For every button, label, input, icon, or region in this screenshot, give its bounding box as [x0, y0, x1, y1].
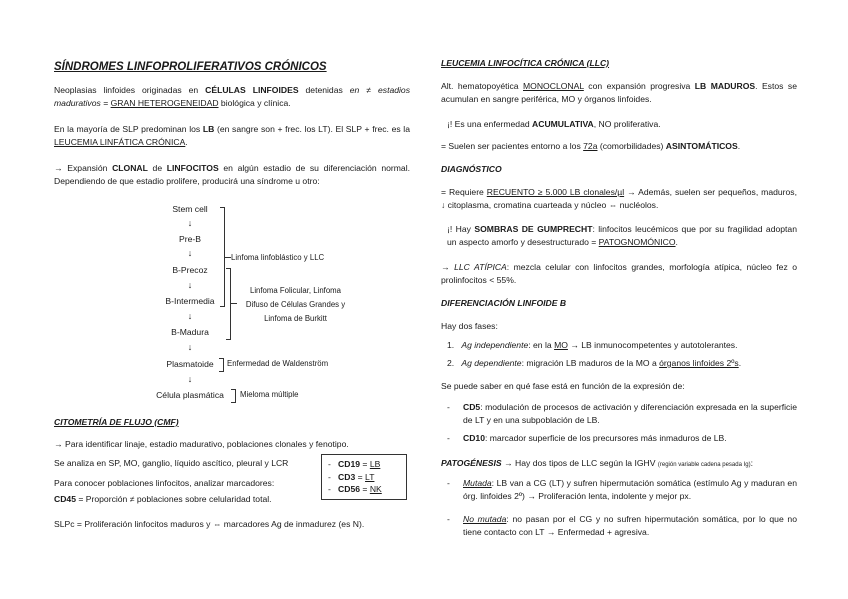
- text: →: [441, 262, 455, 272]
- text-underline: 72a: [583, 141, 598, 151]
- text-bold: CD5: [463, 402, 481, 412]
- text: .: [675, 236, 678, 247]
- text-small: (región variable cadena pesada Ig): [657, 462, 751, 468]
- text: → Expansión: [54, 163, 113, 173]
- cmf-cd45: [54, 493, 272, 506]
- dash: -: [328, 459, 331, 469]
- text-bold: CD45: [54, 494, 76, 504]
- cd-value: LB: [369, 459, 381, 469]
- list-number: 2.: [447, 358, 455, 368]
- diag-recuento: [441, 186, 797, 211]
- text: (comorbilidades): [597, 141, 666, 151]
- text: = Suelen ser pacientes entorno a los: [441, 141, 584, 151]
- text: biológica y clínica.: [218, 97, 291, 108]
- label-mieloma: Mieloma múltiple: [240, 390, 299, 399]
- list-number: 1.: [447, 340, 455, 350]
- text: ¡! Hay: [447, 224, 475, 234]
- dash: -: [447, 478, 450, 488]
- cmf-markers-intro: Para conocer poblaciones linfocitos, analizar marcadores:: [54, 478, 275, 488]
- down-arrow-icon: ↓: [187, 248, 193, 258]
- text: ¡! Es una enfermedad: [447, 119, 533, 129]
- cd-value: NK: [369, 484, 382, 495]
- text: : modulación de procesos de activación y diferenciación expresada en la superficie de LT y en una subpoblación de LB.: [463, 402, 797, 425]
- cd-row: [328, 471, 400, 484]
- dash: -: [328, 471, 331, 482]
- text-bold: ASINTOMÁTICOS: [665, 141, 738, 151]
- text: → Hay dos tipos de LLC según la IGHV: [501, 458, 658, 468]
- text: de: [147, 163, 167, 173]
- dash: -: [328, 484, 331, 495]
- down-arrow-icon: ↓: [187, 374, 193, 384]
- cmf-purpose: → Para identificar linaje, estadio madurativo, poblaciones clonales y fenotipo.: [54, 439, 349, 449]
- text-bold: CD10: [463, 433, 485, 443]
- dash: -: [447, 402, 450, 412]
- text-bold: CÉLULAS LINFOIDES: [205, 85, 299, 95]
- stage-b-madura: B-Madura: [171, 327, 209, 337]
- stage-b-precoz: B-Precoz: [172, 265, 208, 275]
- text: Alt. hematopoyética: [441, 81, 523, 91]
- llc-acumulativa: [447, 118, 661, 131]
- down-arrow-icon: ↓: [187, 218, 193, 228]
- text-underline: órganos linfoides 2ºs: [659, 358, 739, 368]
- dash: -: [447, 514, 450, 524]
- text-bold: SOMBRAS DE GUMPRECHT: [474, 224, 593, 234]
- list-text: [463, 401, 797, 426]
- text-italic-underline: Mutada: [463, 478, 492, 488]
- list-text: [463, 477, 797, 502]
- down-arrow-icon: ↓: [187, 342, 193, 352]
- text-underline: RECUENTO ≥ 5.000 LB clonales/µl: [486, 187, 625, 197]
- text: → Además, suelen ser pequeños, maduros, ↓ citoplasma, cromatina cuarteada y núcleo ⇔ nucléolos.: [441, 187, 797, 210]
- text: detenidas: [298, 85, 350, 95]
- text: : LB van a CG (LT) y sufren hipermutación somática (estímulo Ag y maduran en órg. linfoides 2º) → Proliferación lenta, indolente y mejor px.: [463, 478, 797, 501]
- bracket-folicular: [226, 268, 231, 340]
- clonal-paragraph: [54, 162, 410, 187]
- text-italic: Ag dependiente: [461, 358, 522, 368]
- equals: =: [355, 471, 366, 482]
- label-waldenstrom: Enfermedad de Waldenström: [227, 359, 329, 368]
- stage-pre-b: Pre-B: [179, 234, 201, 244]
- text-bold: LINFOCITOS: [166, 163, 219, 173]
- slp-paragraph: [54, 123, 410, 148]
- down-arrow-icon: ↓: [187, 280, 193, 290]
- equals: =: [360, 484, 370, 495]
- text: = Proporción ≠ poblaciones sobre celularidad total.: [75, 494, 272, 504]
- stage-b-intermedia: B-Intermedia: [165, 296, 215, 306]
- text-italic-underline: No mutada: [463, 514, 507, 524]
- text-italic: en ≠ estadios madurativos: [54, 85, 410, 108]
- label-linfoma-folicular-2: Difuso de Células Grandes y: [245, 300, 346, 309]
- bracket-waldenstrom: [219, 358, 224, 372]
- text: =: [100, 97, 111, 108]
- text: : no pasan por el CG y no sufren hipermutación somática, por lo que no tiene contacto con LT → Enfermedad + agresiva.: [463, 514, 797, 537]
- diag-llc-atipica: [441, 261, 797, 286]
- dif-item-1: [447, 339, 738, 352]
- text: . Estos se acumulan en sangre periférica, MO y órganos linfoides.: [441, 81, 797, 104]
- text-underline: PATOGNOMÓNICO: [598, 236, 676, 247]
- list-text: [463, 432, 797, 445]
- text: con expansión progresiva: [583, 81, 695, 91]
- section-title-diagnostico: DIAGNÓSTICO: [441, 164, 502, 174]
- label-linfoma-linfoblastico: Linfoma linfoblástico y LLC: [231, 253, 325, 262]
- label-linfoma-folicular-1: Linfoma Folicular, Linfoma: [249, 286, 341, 295]
- text: (en sangre son + frec. los LT). El SLP + frec. es la: [214, 124, 410, 134]
- text-underline: MO: [554, 340, 568, 350]
- list-item-cd10: [441, 432, 797, 445]
- cd-name: CD56: [338, 484, 361, 495]
- patogenesis-intro: [441, 457, 753, 470]
- list-text: [463, 513, 797, 538]
- llc-definition: [441, 80, 797, 105]
- bracket-mieloma: [231, 389, 236, 403]
- list-item-mutada: [441, 477, 797, 502]
- dif-intro: Hay dos fases:: [441, 321, 498, 331]
- cd-name: CD3: [338, 471, 356, 482]
- text-underline: GRAN HETEROGENEIDAD: [110, 97, 219, 108]
- stage-celula-plasmatica: Célula plasmática: [156, 390, 224, 400]
- text-bold: ACUMULATIVA: [532, 119, 594, 129]
- text-bold: LB MADUROS: [694, 81, 756, 91]
- text: .: [738, 358, 742, 368]
- diag-gumprecht: [447, 223, 797, 248]
- text: : marcador superficie de los precursores más inmaduros de LB.: [484, 433, 727, 443]
- text-underline: MONOCLONAL: [523, 81, 584, 91]
- text: = Requiere: [441, 187, 487, 197]
- cd-row: [328, 483, 400, 496]
- text-bold: CLONAL: [112, 163, 148, 173]
- down-arrow-icon: ↓: [187, 311, 193, 321]
- text: :: [750, 458, 753, 468]
- text: Neoplasias linfoides originadas en: [54, 85, 206, 95]
- text: En la mayoría de SLP predominan los: [54, 124, 203, 134]
- bracket-tick: [231, 303, 237, 304]
- text-italic: LLC ATÍPICA: [454, 262, 507, 272]
- text: .: [185, 136, 188, 147]
- cmf-samples: Se analiza en SP, MO, ganglio, líquido ascítico, pleural y LCR: [54, 458, 289, 468]
- section-title-llc: LEUCEMIA LINFOCÍTICA CRÓNICA (LLC): [441, 58, 610, 68]
- cd-row: [328, 458, 400, 471]
- page-title: SÍNDROMES LINFOPROLIFERATIVOS CRÓNICOS: [54, 61, 327, 73]
- dif-item-2: [447, 357, 741, 370]
- text: : mezcla celular con linfocitos grandes, morfología atípica, núcleo fez o prolinfocitos < 55%.: [441, 262, 797, 285]
- cd-name: CD19: [338, 459, 361, 469]
- label-linfoma-folicular-3: Linfoma de Burkitt: [264, 314, 327, 323]
- dash: -: [447, 433, 450, 443]
- stage-plasmatoide: Plasmatoide: [166, 359, 214, 369]
- text-italic: Ag independiente: [461, 340, 529, 350]
- text: : linfocitos leucémicos que por su fragilidad adoptan un aspecto amorfo y desestructurado =: [447, 224, 797, 247]
- llc-patients: [441, 140, 740, 153]
- text: : migración LB maduros de la MO a: [521, 358, 660, 368]
- section-title-cmf: CITOMETRÍA DE FLUJO (CMF): [54, 417, 179, 427]
- dif-expression-intro: Se puede saber en qué fase está en función de la expresión de:: [441, 381, 685, 391]
- text: en algún estadio de su diferenciación normal. Dependiendo de que estadio prolifere, producirá una síndrome u otro:: [54, 163, 410, 186]
- text: , NO proliferativa.: [593, 119, 661, 129]
- text-bold: LB: [202, 124, 215, 134]
- text: → LB inmunocompetentes y autotolerantes.: [567, 340, 738, 350]
- equals: =: [360, 459, 370, 469]
- intro-paragraph: [54, 84, 410, 109]
- cd-markers-box: [321, 454, 407, 500]
- text: .: [737, 141, 741, 151]
- text: : en la: [528, 340, 555, 350]
- list-item-cd5: [441, 401, 797, 426]
- text-underline: LEUCEMIA LINFÁTICA CRÓNICA: [54, 136, 186, 147]
- cd-value: LT: [365, 471, 375, 482]
- stage-stem-cell: Stem cell: [172, 204, 208, 214]
- text-bold-italic: PATOGÉNESIS: [441, 458, 502, 468]
- section-title-diferenciacion: DIFERENCIACIÓN LINFOIDE B: [441, 298, 567, 308]
- list-item-no-mutada: [441, 513, 797, 538]
- slpc-definition: SLPc = Proliferación linfocitos maduros y ⇔ marcadores Ag de inmadurez (es N).: [54, 519, 365, 529]
